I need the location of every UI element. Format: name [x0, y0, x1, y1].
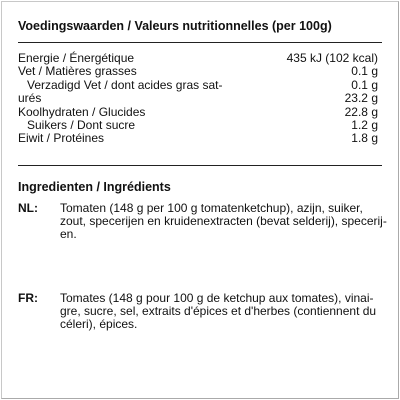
nutrition-row-protein: [18, 132, 382, 145]
ingredients-line: céleri), épices.: [60, 317, 138, 332]
nutrition-value: 0.1 g: [351, 64, 378, 79]
label-panel: [1, 1, 399, 399]
nutrition-row-sugars: [18, 119, 382, 132]
nutrition-row-saturated-fat-cont: [18, 92, 382, 105]
nutrition-label: urés: [18, 91, 42, 106]
nutrition-value: 22.8 g: [344, 104, 378, 119]
nutrition-value: 0.1 g: [351, 77, 378, 92]
nutrition-value: 1.2 g: [351, 117, 378, 132]
ingredients-line: Tomaten (148 g per 100 g tomatenketchup), azijn, suiker,: [60, 201, 363, 215]
nutrition-label: Verzadigd Vet / dont acides gras sat-: [27, 77, 223, 92]
nutrition-value: 1.8 g: [351, 131, 378, 146]
ingredients-text-nl: [60, 201, 387, 242]
nutrition-label: Vet / Matières grasses: [18, 64, 137, 79]
nutrition-value: 435 kJ (102 kcal): [286, 51, 378, 65]
ingredients-line: Tomates (148 g pour 100 g de ketchup aux tomates), vinai-: [60, 291, 374, 305]
ingredients-title: Ingredienten / Ingrédients: [18, 180, 171, 194]
nutrition-row-fat: [18, 65, 382, 78]
ingredients-line: en.: [60, 227, 77, 242]
nutrition-row-energy: [18, 52, 382, 65]
nutrition-label: Energie / Énergétique: [18, 51, 135, 65]
language-code-nl: NL:: [18, 201, 38, 215]
ingredients-line: gre, sucre, sel, extraits d'épices et d'herbes (contiennent du: [60, 304, 377, 319]
nutrition-label: Koolhydraten / Glucides: [18, 104, 146, 119]
nutrition-row-saturated-fat: [18, 79, 382, 92]
language-code-fr: FR:: [18, 291, 38, 305]
nutrition-row-carbohydrates: [18, 106, 382, 119]
ingredients-line: zout, specerijen en kruidenextracten (bevat selderij), specerij-: [60, 214, 387, 229]
nutrition-table: [18, 52, 382, 146]
nutrition-title: Voedingswaarden / Valeurs nutritionnelles (per 100g): [18, 19, 332, 33]
ingredients-text-fr: [60, 292, 382, 332]
nutrition-title-divider: [18, 42, 382, 43]
nutrition-label: Eiwit / Protéines: [18, 131, 105, 146]
section-divider: [18, 165, 382, 166]
nutrition-label: Suikers / Dont sucre: [27, 117, 136, 132]
nutrition-value: 23.2 g: [344, 91, 378, 106]
